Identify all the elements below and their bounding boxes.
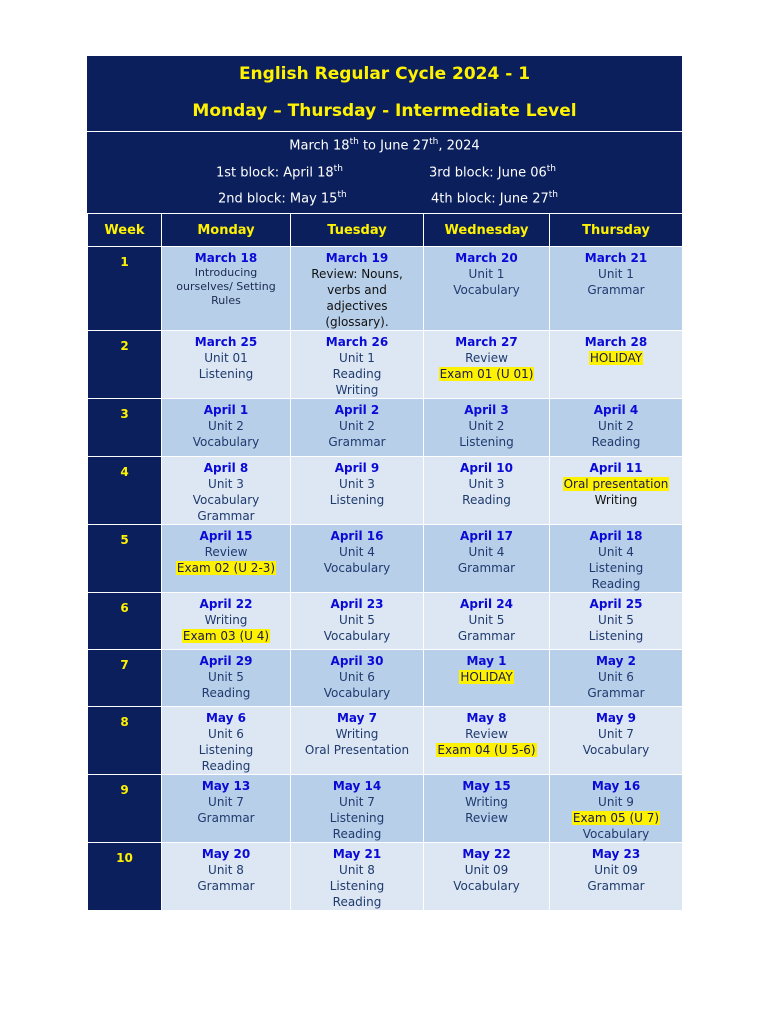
session-line bbox=[426, 810, 547, 826]
session-date: April 30 bbox=[330, 654, 384, 668]
highlighted-activity: Exam 04 (U 5-6) bbox=[437, 743, 536, 757]
day-cell bbox=[424, 399, 550, 457]
session-line bbox=[552, 350, 680, 366]
session-date: May 22 bbox=[462, 847, 511, 861]
day-cell bbox=[424, 843, 550, 911]
schedule-body bbox=[88, 247, 683, 911]
session-date: April 10 bbox=[460, 461, 513, 475]
session-line bbox=[426, 560, 547, 576]
activity-text: Unit 6 bbox=[339, 670, 375, 684]
highlighted-activity: Exam 02 (U 2-3) bbox=[176, 561, 276, 575]
day-cell bbox=[291, 843, 424, 911]
session-line bbox=[293, 544, 421, 560]
session-line bbox=[164, 418, 288, 434]
session-date: April 22 bbox=[199, 597, 253, 611]
session-date: May 6 bbox=[205, 711, 247, 725]
day-cell bbox=[162, 707, 291, 775]
activity-text: Reading bbox=[201, 759, 251, 773]
session-date: March 19 bbox=[325, 251, 389, 265]
session-line bbox=[552, 560, 680, 576]
session-date: April 4 bbox=[593, 403, 639, 417]
session-line bbox=[164, 266, 288, 280]
session-line bbox=[164, 350, 288, 366]
activity-text: Reading bbox=[332, 827, 382, 841]
dates-header bbox=[87, 132, 682, 214]
session-date: April 16 bbox=[330, 529, 384, 543]
block-4-date: 4th block: June 27th bbox=[431, 190, 558, 207]
day-cell bbox=[550, 457, 683, 525]
session-line bbox=[164, 742, 288, 758]
activity-text: Unit 4 bbox=[468, 545, 505, 559]
day-cell bbox=[424, 650, 550, 707]
session-line bbox=[552, 628, 680, 644]
session-line bbox=[426, 266, 547, 282]
highlighted-activity: Oral presentation bbox=[563, 477, 669, 491]
activity-text: Unit 8 bbox=[208, 863, 244, 877]
activity-text: Unit 6 bbox=[208, 727, 244, 741]
activity-text: Writing bbox=[465, 795, 508, 809]
session-line bbox=[164, 726, 288, 742]
day-cell bbox=[162, 525, 291, 593]
table-row bbox=[88, 525, 683, 593]
session-line bbox=[293, 282, 421, 298]
table-row bbox=[88, 843, 683, 911]
schedule-document bbox=[87, 56, 682, 909]
session-line bbox=[293, 492, 421, 508]
session-date: May 20 bbox=[201, 847, 251, 861]
session-line bbox=[164, 560, 288, 576]
activity-text: Unit 7 bbox=[598, 727, 634, 741]
activity-text: Unit 2 bbox=[339, 419, 375, 433]
session-line bbox=[293, 476, 421, 492]
activity-text: Vocabulary bbox=[323, 561, 391, 575]
session-line bbox=[293, 669, 421, 685]
highlighted-activity: Exam 05 (U 7) bbox=[572, 811, 660, 825]
activity-text: Introducing bbox=[194, 266, 258, 279]
day-cell bbox=[291, 650, 424, 707]
activity-text: Reading bbox=[332, 895, 382, 909]
session-line bbox=[164, 544, 288, 560]
session-line bbox=[293, 612, 421, 628]
title-header bbox=[87, 56, 682, 132]
table-row bbox=[88, 707, 683, 775]
schedule-table bbox=[87, 213, 683, 911]
activity-text: adjectives bbox=[326, 299, 388, 313]
activity-text: Listening bbox=[588, 561, 644, 575]
session-line bbox=[164, 476, 288, 492]
activity-text: Unit 3 bbox=[468, 477, 505, 491]
session-line bbox=[426, 434, 547, 450]
day-cell bbox=[550, 399, 683, 457]
session-date: April 1 bbox=[203, 403, 249, 417]
day-cell bbox=[424, 525, 550, 593]
day-cell bbox=[550, 707, 683, 775]
highlighted-activity: Exam 03 (U 4) bbox=[182, 629, 270, 643]
activity-text: Unit 2 bbox=[208, 419, 244, 433]
activity-text: Vocabulary bbox=[192, 435, 260, 449]
session-date: April 25 bbox=[589, 597, 643, 611]
activity-text: Vocabulary bbox=[323, 686, 391, 700]
session-line bbox=[293, 298, 421, 314]
activity-text: Grammar bbox=[197, 811, 255, 825]
table-row bbox=[88, 775, 683, 843]
session-line bbox=[552, 794, 680, 810]
session-line bbox=[293, 366, 421, 382]
session-date: April 3 bbox=[464, 403, 509, 417]
session-line bbox=[552, 266, 680, 282]
session-date: April 29 bbox=[199, 654, 253, 668]
table-row bbox=[88, 247, 683, 331]
week-number: 6 bbox=[88, 593, 162, 650]
day-cell bbox=[162, 331, 291, 399]
activity-text: Writing bbox=[335, 727, 379, 741]
activity-text: Grammar bbox=[328, 435, 386, 449]
week-number: 7 bbox=[88, 650, 162, 707]
session-line bbox=[293, 434, 421, 450]
activity-text: Unit 1 bbox=[339, 351, 375, 365]
activity-text: Vocabulary bbox=[323, 629, 391, 643]
block-2-date: 2nd block: May 15th bbox=[218, 190, 347, 207]
activity-text: Listening bbox=[329, 493, 385, 507]
session-line bbox=[426, 612, 547, 628]
day-cell bbox=[291, 331, 424, 399]
activity-text: Rules bbox=[211, 294, 241, 307]
session-date: April 2 bbox=[334, 403, 380, 417]
session-line bbox=[164, 794, 288, 810]
course-date-range: March 18th to June 27th, 2024 bbox=[289, 137, 480, 154]
session-line bbox=[426, 282, 547, 298]
activity-text: Unit 8 bbox=[339, 863, 375, 877]
session-line bbox=[426, 418, 547, 434]
session-date: May 16 bbox=[591, 779, 641, 793]
session-date: May 1 bbox=[466, 654, 507, 668]
day-cell bbox=[424, 593, 550, 650]
session-line bbox=[164, 878, 288, 894]
table-row bbox=[88, 399, 683, 457]
session-date: April 18 bbox=[589, 529, 643, 543]
activity-text: Grammar bbox=[587, 283, 645, 297]
session-date: March 27 bbox=[455, 335, 518, 349]
block-1-date: 1st block: April 18th bbox=[216, 164, 343, 181]
activity-text: Writing bbox=[204, 613, 248, 627]
session-line bbox=[552, 476, 680, 492]
activity-text: (glossary). bbox=[325, 315, 389, 329]
session-date: May 2 bbox=[595, 654, 637, 668]
session-line bbox=[293, 826, 421, 842]
activity-text: Vocabulary bbox=[582, 827, 650, 841]
week-number: 4 bbox=[88, 457, 162, 525]
session-date: March 28 bbox=[584, 335, 648, 349]
session-line bbox=[552, 612, 680, 628]
day-cell bbox=[291, 775, 424, 843]
session-line bbox=[552, 434, 680, 450]
session-line bbox=[293, 810, 421, 826]
activity-text: Unit 4 bbox=[598, 545, 634, 559]
activity-text: Grammar bbox=[587, 686, 645, 700]
day-cell bbox=[162, 399, 291, 457]
activity-text: Unit 6 bbox=[598, 670, 634, 684]
session-line bbox=[293, 266, 421, 282]
session-line bbox=[552, 282, 680, 298]
day-cell bbox=[291, 525, 424, 593]
day-cell bbox=[550, 331, 683, 399]
column-header-tuesday: Tuesday bbox=[291, 214, 424, 247]
activity-text: Unit 7 bbox=[339, 795, 375, 809]
session-line bbox=[164, 685, 288, 701]
session-date: May 23 bbox=[591, 847, 641, 861]
session-line bbox=[552, 726, 680, 742]
highlighted-activity: HOLIDAY bbox=[460, 670, 513, 684]
session-date: May 8 bbox=[466, 711, 507, 725]
session-date: March 25 bbox=[194, 335, 258, 349]
day-cell bbox=[550, 843, 683, 911]
activity-text: Writing bbox=[594, 493, 638, 507]
activity-text: Review: Nouns, bbox=[311, 267, 403, 281]
activity-text: Vocabulary bbox=[192, 493, 260, 507]
session-line bbox=[552, 862, 680, 878]
activity-text: Listening bbox=[198, 743, 254, 757]
activity-text: Grammar bbox=[197, 509, 255, 523]
activity-text: Unit 2 bbox=[468, 419, 505, 433]
session-line bbox=[426, 742, 547, 758]
activity-text: verbs and bbox=[327, 283, 387, 297]
activity-text: Review bbox=[465, 811, 508, 825]
session-line bbox=[293, 350, 421, 366]
activity-text: Grammar bbox=[457, 629, 516, 643]
day-cell bbox=[424, 775, 550, 843]
session-line bbox=[293, 685, 421, 701]
session-line bbox=[552, 742, 680, 758]
session-line bbox=[426, 628, 547, 644]
session-line bbox=[552, 810, 680, 826]
day-cell bbox=[291, 399, 424, 457]
activity-text: Unit 3 bbox=[208, 477, 244, 491]
session-line bbox=[426, 726, 547, 742]
session-line bbox=[293, 560, 421, 576]
day-cell bbox=[162, 247, 291, 331]
activity-text: Reading bbox=[201, 686, 251, 700]
activity-text: Unit 09 bbox=[464, 863, 509, 877]
activity-text: Review bbox=[465, 351, 508, 365]
activity-text: Unit 5 bbox=[208, 670, 244, 684]
session-line bbox=[552, 669, 680, 685]
session-line bbox=[552, 826, 680, 842]
session-line bbox=[426, 862, 547, 878]
session-line bbox=[293, 862, 421, 878]
activity-text: Listening bbox=[588, 629, 644, 643]
session-line bbox=[293, 418, 421, 434]
day-cell bbox=[291, 247, 424, 331]
column-header-row bbox=[88, 214, 683, 247]
document-title: English Regular Cycle 2024 - 1 bbox=[238, 64, 531, 84]
session-date: May 21 bbox=[332, 847, 382, 861]
day-cell bbox=[550, 525, 683, 593]
activity-text: Grammar bbox=[457, 561, 516, 575]
session-line bbox=[426, 669, 547, 685]
session-date: April 15 bbox=[199, 529, 253, 543]
session-line bbox=[164, 810, 288, 826]
day-cell bbox=[424, 457, 550, 525]
activity-text: Listening bbox=[329, 811, 385, 825]
week-number: 10 bbox=[88, 843, 162, 911]
day-cell bbox=[162, 593, 291, 650]
activity-text: Unit 1 bbox=[468, 267, 505, 281]
block-3-date: 3rd block: June 06th bbox=[429, 164, 556, 181]
session-line bbox=[293, 382, 421, 398]
session-line bbox=[164, 492, 288, 508]
activity-text: Unit 5 bbox=[339, 613, 375, 627]
week-number: 2 bbox=[88, 331, 162, 399]
activity-text: Unit 09 bbox=[594, 863, 638, 877]
session-line bbox=[426, 544, 547, 560]
session-date: April 24 bbox=[460, 597, 513, 611]
session-line bbox=[293, 314, 421, 330]
column-header-wednesday: Wednesday bbox=[424, 214, 550, 247]
activity-text: Vocabulary bbox=[453, 879, 520, 893]
session-line bbox=[293, 794, 421, 810]
session-line bbox=[552, 492, 680, 508]
activity-text: Unit 5 bbox=[468, 613, 505, 627]
session-line bbox=[426, 476, 547, 492]
day-cell bbox=[550, 650, 683, 707]
session-date: May 15 bbox=[462, 779, 511, 793]
activity-text: Reading bbox=[332, 367, 382, 381]
table-row bbox=[88, 331, 683, 399]
day-cell bbox=[550, 593, 683, 650]
session-date: March 21 bbox=[584, 251, 648, 265]
day-cell bbox=[162, 650, 291, 707]
session-date: April 23 bbox=[330, 597, 384, 611]
week-number: 8 bbox=[88, 707, 162, 775]
day-cell bbox=[550, 775, 683, 843]
session-line bbox=[552, 685, 680, 701]
activity-text: Listening bbox=[198, 367, 254, 381]
session-line bbox=[552, 576, 680, 592]
activity-text: Listening bbox=[459, 435, 514, 449]
session-date: March 18 bbox=[194, 251, 258, 265]
activity-text: Unit 7 bbox=[208, 795, 244, 809]
table-row bbox=[88, 650, 683, 707]
session-line bbox=[164, 628, 288, 644]
activity-text: Review bbox=[465, 727, 508, 741]
activity-text: Unit 2 bbox=[598, 419, 634, 433]
table-row bbox=[88, 457, 683, 525]
session-line bbox=[164, 669, 288, 685]
day-cell bbox=[291, 707, 424, 775]
highlighted-activity: Exam 01 (U 01) bbox=[439, 367, 534, 381]
session-line bbox=[552, 418, 680, 434]
session-line bbox=[164, 366, 288, 382]
day-cell bbox=[162, 775, 291, 843]
session-date: May 13 bbox=[201, 779, 251, 793]
session-line bbox=[426, 878, 547, 894]
session-date: April 17 bbox=[460, 529, 513, 543]
activity-text: Review bbox=[204, 545, 248, 559]
session-line bbox=[426, 492, 547, 508]
activity-text: Reading bbox=[591, 435, 641, 449]
session-date: April 9 bbox=[334, 461, 380, 475]
activity-text: Writing bbox=[335, 383, 379, 397]
session-line bbox=[293, 878, 421, 894]
session-line bbox=[164, 612, 288, 628]
activity-text: Reading bbox=[462, 493, 511, 507]
session-date: March 20 bbox=[455, 251, 518, 265]
session-line bbox=[293, 726, 421, 742]
session-date: March 26 bbox=[325, 335, 389, 349]
week-number: 1 bbox=[88, 247, 162, 331]
session-date: May 9 bbox=[595, 711, 637, 725]
activity-text: Vocabulary bbox=[582, 743, 650, 757]
session-line bbox=[164, 434, 288, 450]
session-line bbox=[552, 878, 680, 894]
activity-text: Vocabulary bbox=[453, 283, 520, 297]
session-line bbox=[164, 508, 288, 524]
session-line bbox=[164, 294, 288, 308]
column-header-thursday: Thursday bbox=[550, 214, 683, 247]
day-cell bbox=[424, 707, 550, 775]
session-date: May 14 bbox=[332, 779, 382, 793]
activity-text: Unit 1 bbox=[598, 267, 634, 281]
activity-text: Oral Presentation bbox=[304, 743, 410, 757]
session-line bbox=[293, 628, 421, 644]
session-line bbox=[164, 862, 288, 878]
column-header-monday: Monday bbox=[162, 214, 291, 247]
week-number: 9 bbox=[88, 775, 162, 843]
session-line bbox=[426, 794, 547, 810]
day-cell bbox=[162, 457, 291, 525]
session-line bbox=[293, 742, 421, 758]
day-cell bbox=[291, 593, 424, 650]
day-cell bbox=[424, 331, 550, 399]
session-line bbox=[426, 350, 547, 366]
activity-text: Unit 3 bbox=[339, 477, 375, 491]
activity-text: Grammar bbox=[197, 879, 255, 893]
session-date: May 7 bbox=[336, 711, 378, 725]
activity-text: Grammar bbox=[587, 879, 645, 893]
week-number: 3 bbox=[88, 399, 162, 457]
activity-text: Unit 01 bbox=[204, 351, 248, 365]
activity-text: ourselves/ Setting bbox=[176, 280, 276, 293]
week-number: 5 bbox=[88, 525, 162, 593]
activity-text: Unit 4 bbox=[339, 545, 375, 559]
session-date: April 8 bbox=[203, 461, 249, 475]
column-header-week: Week bbox=[88, 214, 162, 247]
day-cell bbox=[550, 247, 683, 331]
session-line bbox=[426, 366, 547, 382]
activity-text: Unit 9 bbox=[598, 795, 634, 809]
session-date: April 11 bbox=[589, 461, 643, 475]
session-line bbox=[164, 280, 288, 294]
document-subtitle: Monday – Thursday - Intermediate Level bbox=[192, 101, 577, 121]
day-cell bbox=[424, 247, 550, 331]
highlighted-activity: HOLIDAY bbox=[589, 351, 643, 365]
day-cell bbox=[291, 457, 424, 525]
activity-text: Unit 5 bbox=[598, 613, 634, 627]
table-row bbox=[88, 593, 683, 650]
session-line bbox=[293, 894, 421, 910]
day-cell bbox=[162, 843, 291, 911]
activity-text: Reading bbox=[591, 577, 641, 591]
session-line bbox=[164, 758, 288, 774]
session-line bbox=[552, 544, 680, 560]
activity-text: Listening bbox=[329, 879, 385, 893]
